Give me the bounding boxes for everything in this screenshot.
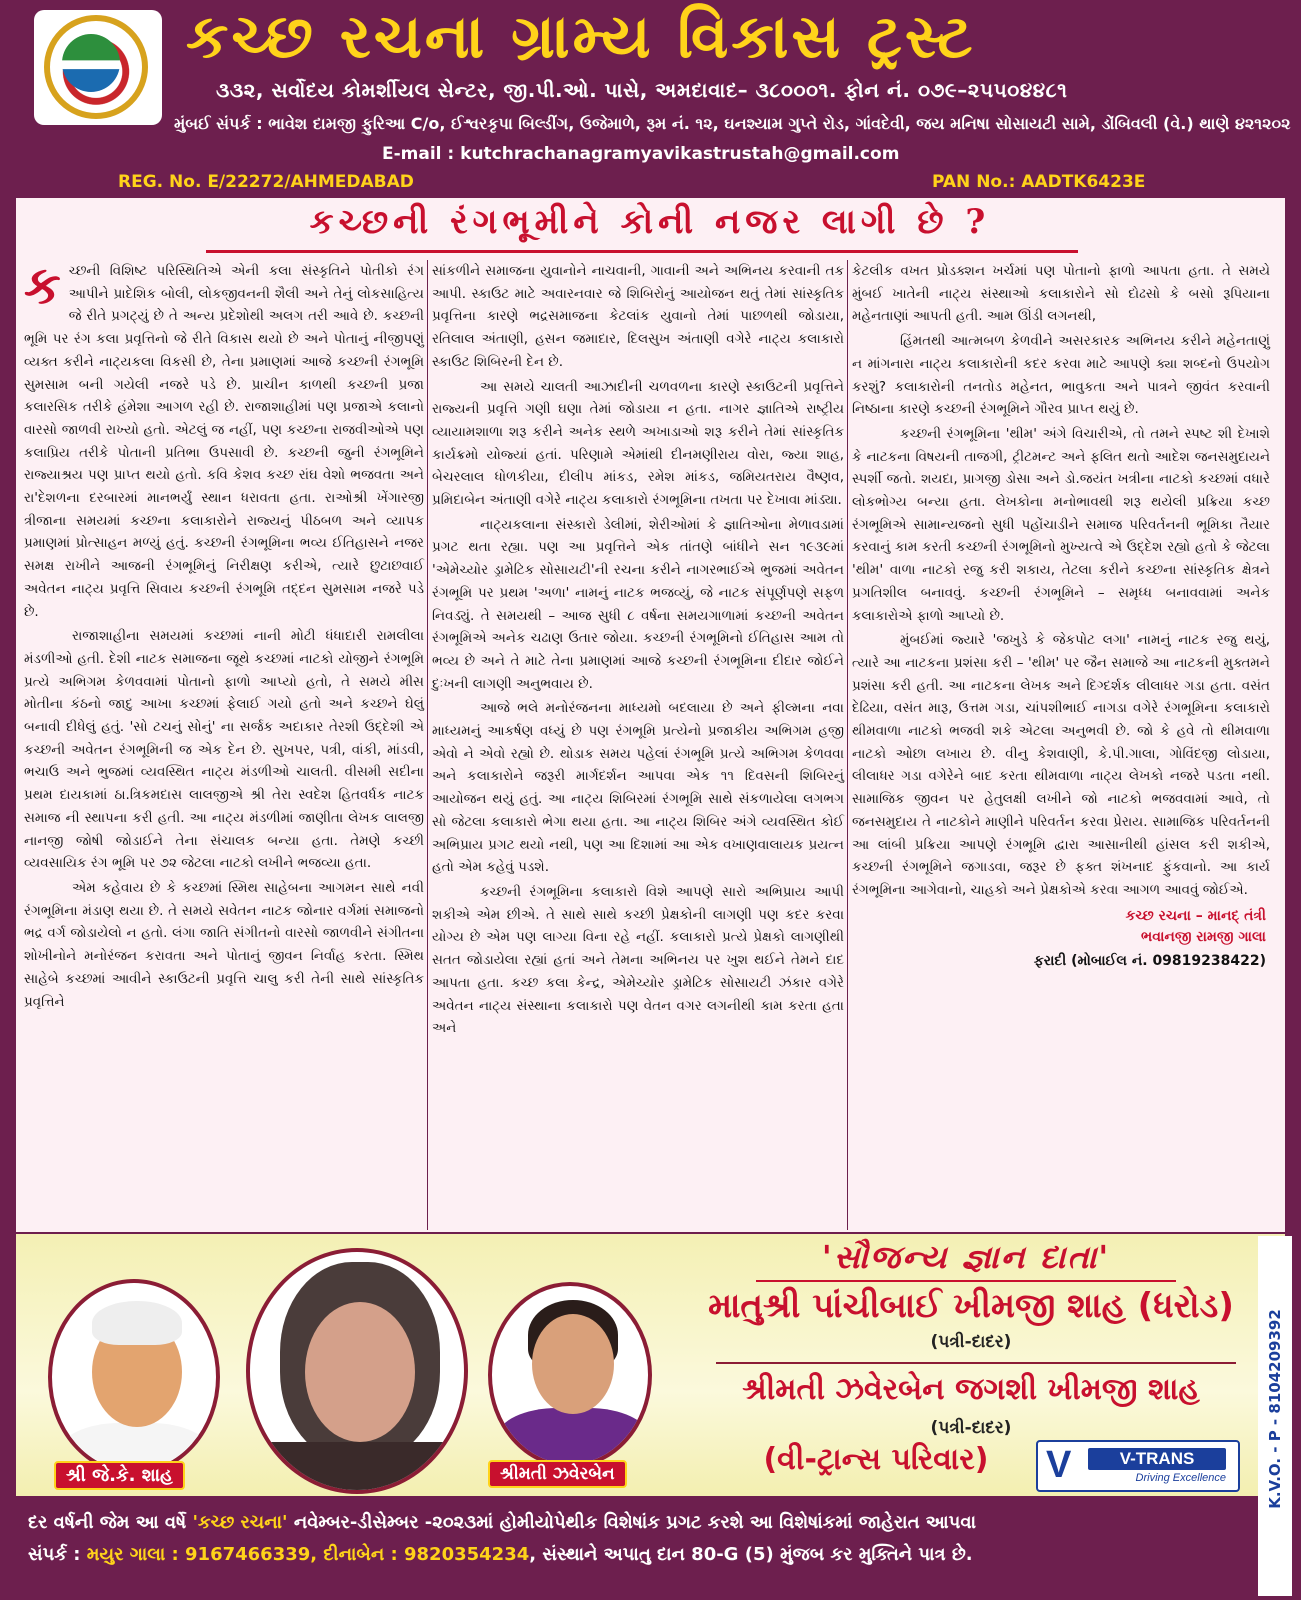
vtrans-brand-name: V-TRANS bbox=[1088, 1448, 1226, 1470]
footer-text: , સંસ્થાને અપાતુ દાન 80-G (5) મુંજબ કર મુક્તિને પાત્ર છે. bbox=[529, 1544, 973, 1565]
logo-emblem-icon bbox=[62, 34, 120, 92]
tribute-banner bbox=[16, 1234, 1285, 1496]
article-column-3 bbox=[852, 260, 1270, 972]
courtesy-underline bbox=[756, 1280, 1176, 1282]
footer-announcement bbox=[28, 1512, 1228, 1533]
trust-name: કચ્છ રચના ગ્રામ્ય વિકાસ ટ્રસ્ટ bbox=[186, 2, 976, 72]
side-code: K.V.O. - P - 8104209392 bbox=[1266, 1309, 1284, 1509]
editor-title: કચ્છ રચના – માનદ્ તંત્રી bbox=[1125, 907, 1266, 924]
article bbox=[16, 198, 1285, 1232]
courtesy-title: 'સૌજન્ય જ્ઞાન દાતા' bbox=[821, 1238, 1111, 1276]
trust-address: ૩૩૨, સર્વોદય કોમર્શીયલ સેન્ટર, જી.પી.ઓ. પાસે, અમદાવાદ– ૩૮૦૦૦૧. ફોન નં. ૦૭૯–૨૫૫૦૪૪૮૧ bbox=[216, 78, 1068, 102]
paragraph: કેટલીક વખત પ્રોડક્શન ખર્ચમાં પણ પોતાનો ફાળો આપતા હતા. તે સમયે મુંબઈ ખાતેની નાટ્ય સંસ્થાઓ કલાકારોને સો દોઢસો કે બસો રૂપિયાના મહેનતાણાં આપતી હતી. આમ ઊંડી લગનથી, bbox=[852, 263, 1270, 325]
portrait-body bbox=[250, 1442, 468, 1494]
dropcap: ક bbox=[24, 255, 61, 316]
trust-logo bbox=[34, 10, 162, 125]
footer-highlight: 'કચ્છ રચના' bbox=[192, 1512, 288, 1533]
mumbai-contact: મુંબઈ સંપર્ક : ભાવેશ દામજી ફુરિઆ C/o, ઈશ્વરકૃપા બિલ્ડીંગ, ઉજેમાળે, રૂમ નં. ૧૨, ઘનશ્યામ ગુપ્તે રોડ, ગાંવદેવી, જય મનિષા સોસાયટી સામે, ડોંબિવલી (વે.) થાણે ૪૨૧૨૦૨ bbox=[174, 114, 1291, 133]
footer-text: દર વર્ષની જેમ આ વર્ષે bbox=[28, 1512, 193, 1533]
footer-contact bbox=[28, 1544, 1228, 1565]
donor-family: (વી-ટ્રાન્સ પરિવાર) bbox=[763, 1442, 989, 1477]
paragraph: રાજાશાહીના સમયમાં કચ્છમાં નાની મોટી ધંધાદારી રામલીલા મંડળીઓ હતી. દેશી નાટક સમાજના જૂથે કચ્છમાં નાટકો યોજીને રંગભૂમિ પ્રત્યે અભિગમ કેળવવામાં પોતાનો ફાળો આપ્યો હતો, તે સમયે મીસ મોતીના કંઠનો જાદુ આખા કચ્છમાં ફેલાઈ ગયો હતો અને કચ્છને ઘેલું બનાવી દીધેલું હતું. 'સો ટચનું સોનું' ના સર્જક અદાકાર તેરશી ઉદ્દેશી એ કચ્છની અવેતન રંગભૂમિની જ એક દેન છે. સુખપર, પત્રી, વાંકી, માંડવી, ભચાઉ અને ભુજમાં વ્યવસ્થિત નાટ્ય મંડળીઓ ચાલતી. વીસમી સદીના પ્રથમ દાયકામાં ઠા.ત્રિકમદાસ લાલજીએ શ્રી તેરા સ્વદેશ હિતવર્ધક નાટક સમાજ ની સ્થાપના કરી હતી. આ નાટ્ય મંડળીમાં જાણીતા લેખક લાલજી નાનજી જોષી જોડાઈને તેના સંચાલક બન્યા હતા. તેમણે કચ્છી વ્યવસાયિક રંગ ભૂમિ પર ૭૨ જેટલા નાટકો લખીને ભજવ્યા હતા. bbox=[24, 628, 424, 872]
portrait-photo-panchibai bbox=[246, 1248, 468, 1494]
editor-signature bbox=[852, 906, 1266, 948]
article-column-1 bbox=[24, 255, 424, 1015]
paragraph-text: ચ્છની વિશિષ્ટ પરિસ્થિતિએ એની કલા સંસ્કૃતિને પોતીકો રંગ આપીને પ્રાદેશિક બોલી, લોકજીવનની શૈલી અને તેનું લોકસાહિત્ય જે રીતે પ્રગટ્યું છે તે અન્ય પ્રદેશોથી અલગ તરી આવે છે. કચ્છની ભૂમિ પર રંગ કલા પ્રવૃત્તિનો જે રીતે વિકાસ થયો છે અને પોતાનું નીજીપણું વ્યક્ત કરીને નાટ્યકલા વિકસી છે, તેના પ્રમાણમાં આજે કચ્છની રંગભૂમિ સુમસામ બની ગયેલી નજરે પડે છે. પ્રાચીન કાળથી કચ્છની પ્રજા કલારસિક તરીકે હંમેશા આગળ રહી છે. રાજાશાહીમાં પણ પ્રજાએ કલાનો વારસો જાળવી રાખ્યો હતો. એટલું જ નહીં, પણ કચ્છના રાજવીઓએ પણ કલાપ્રિય તરીકે પોતાની પ્રતિભા ઉપસાવી છે. કચ્છની જુની રંગભૂમિને રાજ્યાશ્રય પણ પ્રાપ્ત થયો હતો. કવિ કેશવ કચ્છ રાંઘ વેશો ભજવતા અને રા'દેશળના દરબારમાં માનભર્યું સ્થાન ધરાવતા હતા. રાઓશ્રી ખેંગારજી ત્રીજાના સમયમાં કચ્છના કલાકારોને રાજ્યનું પીઠબળ અને વ્યાપક પ્રમાણમાં પ્રોત્સાહન મળ્યું હતું. કચ્છની રંગભૂમિના ભવ્ય ઈતિહાસને નજર સમક્ષ રાખીને આજની રંગભૂમિનું નિરીક્ષણ કરીએ, ત્યારે છુટાછવાઈ અવેતન નાટ્ય પ્રવૃત્તિ સિવાય કચ્છની રંગભૂમિ તદ્દન સુમસામ નજરે પડે છે. bbox=[24, 263, 424, 620]
vtrans-logo bbox=[1036, 1440, 1240, 1492]
footer-text: નવેમ્બર-ડીસેમ્બર -૨૦૨૩માં હોમીયોપેથીક વિશેષાંક પ્રગટ કરશે આ વિશેષાંકમાં જાહેરાત આપવા bbox=[287, 1512, 976, 1533]
article-column-2 bbox=[432, 260, 844, 1042]
column-divider bbox=[427, 260, 428, 1230]
pan-number: PAN No.: AADTK6423E bbox=[932, 172, 1146, 192]
registration-number: REG. No. E/22272/AHMEDABAD bbox=[118, 172, 414, 192]
paragraph: કચ્છની રંગભૂમિના કલાકારો વિશે આપણે સારો અભિપ્રાય આપી શકીએ એમ છીએ. તે સાથે સાથે કચ્છી પ્રેક્ષકોની લાગણી પણ કદર કરવા યોગ્ય છે એમ પણ લાગ્યા વિના રહે નહીં. કલાકારો પ્રત્યે પ્રેક્ષકો લાગણીથી સતત જોડાયેલા રહ્યાં હતાં અને તેમના અભિનય પર ખુશ થઈને તેમને દાદ આપતા હતા. કચ્છ કલા કેન્દ્ર, એમેચ્યોર ડ્રામેટિક સોસાયટી ઝંકાર વગેરે અવેતન નાટ્ય સંસ્થાના કલાકારો પણ વેતન વગર લગનીથી કામ કરતા હતા અને bbox=[432, 883, 844, 1037]
donor-name-1: માતુશ્રી પાંચીબાઈ ખીમજી શાહ (ધરોડ) bbox=[708, 1286, 1234, 1326]
vtrans-tagline: Driving Excellence bbox=[1135, 1472, 1226, 1484]
portrait-photo-jk-shah bbox=[48, 1279, 220, 1475]
paragraph: મુંબઈમાં જ્યારે 'જખુડે કે જેકપોટ લગા' નામનું નાટક રજુ થયું, ત્યારે આ નાટકના પ્રશંસા કરી – 'થીમ' પર જૈન સમાજે આ નાટકની મુક્તમને પ્રશંસા કરી હતી. આ નાટકના લેખક અને દિગ્દર્શક લીલાધર ગડા હતા. વસંત દેઢિયા, વસંત મારૂ, ઉત્તમ ગડા, ચાંપશીભાઈ નાગડા વગેરે રંગભૂમિના કલાકારો થીમવાળા નાટકો ભજવી શકે એટલા અનુભવી છે. જો કે હવે તો થીમવાળા નાટકો ઓછા લખાય છે. વીનુ કેશવાણી, કે.પી.ગાલા, ગોવિંદજી લોડાયા, લીલાધર ગડા વગેરેને બાદ કરતા થીમવાળા નાટ્ય લેખકો નજરે પડતા નથી. સામાજિક જીવન પર હેતુલક્ષી લખીને જો નાટકો ભજવવામાં આવે, તો જનસમુદાય તે નાટકોને માણીને પરિવર્તન કરવા પ્રેરાય. સામાજિક પરિવર્તનની આ લાંબી પ્રક્રિયા આપણે રંગભૂમિ દ્વારા આસાનીથી હાંસલ કરી શકીએ, કચ્છની રંગભૂમિને જગાડવા, જરૂર છે ફક્ત શંખનાદ ફુંકવાનો. આ કાર્ય રંગભૂમિના આગેવાનો, ચાહકો અને પ્રેક્ષકોએ કરવા આગળ આવવું જોઈએ. bbox=[852, 632, 1270, 898]
footer-text: સંપર્ક : bbox=[28, 1544, 87, 1565]
paragraph: એમ કહેવાય છે કે કચ્છમાં સ્મિથ સાહેબના આગમન સાથે નવી રંગભૂમિના મંડાણ થયા છે. તે સમયે સવેતન નાટક જોનાર વર્ગમાં સમાજનો ભદ્ર વર્ગ જોડાયેલો ન હતો. લંગા જાતિ સંગીતનો વારસો જાળવીને સંગીતના શોખીનોને મનોરંજન કરાવતા અને પોતાનું જીવન નિર્વાહ કરતા. સ્મિથ સાહેબે કચ્છમાં આવીને સ્કાઉટની પ્રવૃત્તિ ચાલુ કરી તેની સાથે સાંસ્કૃતિક પ્રવૃત્તિને bbox=[24, 879, 424, 1010]
portrait-face bbox=[305, 1302, 415, 1442]
paragraph: કચ્છની રંગભૂમિના 'થીમ' અંગે વિચારીએ, તો તમને સ્પષ્ટ શી દેખાશે કે નાટકના વિષયની તાજગી, ટ્રીટમન્ટ અને ફલિત થતો આદેશ જનસમુદાયને સ્પર્શી જતો. શયદા, પ્રાગજી ડોસા અને ડો.જયંત ખત્રીના નાટકો કચ્છમાં વધારે લોકભોગ્ય બન્યા હતા. લેખકોના મનોભાવથી શરૂ થયેલી પ્રક્રિયા કચ્છ રંગભૂમિએ સામાન્યજનો સુધી પહોંચાડીને સમાજ પરિવર્તનની ભૂમિકા તૈયાર કરવાનું કામ કરતી કચ્છની રંગભૂમિનો મુખ્યત્વે એ ઉદ્દેશ રહ્યો હતો કે જેટલા 'થીમ' વાળા નાટકો રજુ કરી શકાય, તેટલા કરીને કચ્છના સાંસ્કૃતિક ક્ષેત્રને પ્રગતિશીલ બનાવવું. કચ્છની રંગભૂમિને – સમૃધ્ધ બનાવવામાં અનેક કલાકારોએ ફાળો આપ્યો છે. bbox=[852, 425, 1270, 624]
paragraph: હિંમતથી આત્મબળ કેળવીને અસરકારક અભિનય કરીને મહેનતાણું ન માંગનારા નાટ્ય કલાકારોની કદર કરવા માટે આપણે ક્યા શબ્દનો ઉપયોગ કરશું? કલાકારોની તનતોડ મહેનત, ભાવુકતા અને પાત્રને જીવંત કરવાની નિષ્ઠાના કારણે કચ્છની રંગભૂમિને ગૌરવ પ્રાપ્ત થયું છે. bbox=[852, 333, 1270, 418]
portrait-body bbox=[498, 1408, 648, 1468]
paragraph: આ સમયે ચાલતી આઝાદીની ચળવળના કારણે સ્કાઉટની પ્રવૃત્તિને રાજ્યની પ્રવૃત્તિ ગણી ઘણા તેમાં જોડાયા ન હતા. નાગર જ્ઞાતિએ રાષ્ટ્રીય વ્યાયામશાળા શરૂ કરીને અનેક સ્થળે અખાડાઓ શરૂ કરીને તેમાં સાંસ્કૃતિક કાર્યક્રમો યોજ્યાં હતાં. પરિણામે એમાંથી દીનમણીરાય વોરા, જ્યા શાહ, બેચરલાલ ધોળકીયા, દીલીપ માંકડ, રમેશ માંકડ, જમિયતરાય વૈષ્ણવ, પ્રમિદાબેન અંતાણી વગેરે નાટ્ય કલાકારો રંગભૂમિના તખતા પર દેખાવા માંડ્યા. bbox=[432, 378, 844, 509]
portrait-face bbox=[532, 1314, 614, 1414]
paragraph: આજે ભલે મનોરંજનના માધ્યમો બદલાયા છે અને ફીલ્મના નવા માધ્યમનું આકર્ષણ વધ્યું છે પણ રંગભૂમિ પ્રત્યેનો પ્રજાકીય અભિગમ હજી એવો ને એવો રહ્યો છે. થોડાક સમય પહેલાં રંગભૂમિ પ્રત્યે અભિગમ કેળવવા અને કલાકારોને જરૂરી માર્ગદર્શન આપવા એક ૧૧ દિવસની શિબિરનું આયોજન થયું હતું. આ નાટ્ય શિબિરમાં રંગભૂમિ સાથે સંકળાયેલા લગભગ સો જેટલા કલાકારો ભેગા થયા હતા. આ નાટ્ય શિબિર અંગે વ્યવસ્થિત કોઈ અભિપ્રાય પ્રગટ થયો નથી, પણ આ દિશામાં આ એક વખાણવાલાયક પ્રયત્ન હતો એમ કહેવું પડશે. bbox=[432, 700, 844, 876]
column-divider bbox=[847, 260, 848, 1230]
article-headline: કચ્છની રંગભૂમીને કોની નજર લાગી છે ? bbox=[309, 202, 991, 242]
donor-place-1: (પત્રી-દાદર) bbox=[930, 1332, 1012, 1352]
headline-underline bbox=[206, 250, 1078, 253]
portrait-photo-zaverben bbox=[488, 1282, 652, 1468]
paragraph bbox=[24, 255, 424, 623]
editor-name: ભવાનજી રામજી ગાલા bbox=[1141, 928, 1266, 945]
vtrans-v-icon: V bbox=[1046, 1444, 1072, 1486]
paragraph: નાટ્યકલાના સંસ્કારો ડેલીમાં, શેરીઓમાં કે જ્ઞાતિઓના મેળાવડામાં પ્રગટ થતા રહ્યા. પણ આ પ્રવૃત્તિને એક તાંતણે બાંધીને સન ૧૯૩૯માં 'એમેચ્યોર ડ્રામેટિક સોસાયટી'ની રચના કરીને નાગરભાઈએ ભુજમાં અવેતન રંગભૂમિ પર પ્રથમ 'અળા' નામનું નાટક ભજવ્યું, જે નાટક સંપૂર્ણપણે સફળ નિવડ્યું. તે સમયથી – આજ સુધી ૮ વર્ષના સમયગાળામાં કચ્છની અવેતન રંગભૂમિએ અનેક ચઢાણ ઉતાર જોયા. કચ્છની રંગભૂમિનો ઈતિહાસ આમ તો ભવ્ય છે અને તે માટે તેના પ્રમાણમાં આજે કચ્છની રંગભૂમિના દીદાર જોઈને દુઃખની લાગણી અનુભવાય છે. bbox=[432, 516, 844, 692]
portrait-hair bbox=[92, 1301, 182, 1345]
donor-name-2: શ્રીમતી ઝવેરબેન જગશી ખીમજી શાહ bbox=[742, 1372, 1200, 1407]
editor-contact: ફરાદી (મોબાઈલ નં. 09819238422) bbox=[1033, 952, 1266, 969]
photo-caption: શ્રીમતી ઝવેરબેન bbox=[488, 1460, 627, 1488]
paragraph: સાંકળીને સમાજના યુવાનોને નાચવાની, ગાવાની અને અભિનય કરવાની તક આપી. સ્કાઉટ માટે અવારનવાર જે શિબિરોનું આયોજન થતું તેમાં સાંસ્કૃતિક પ્રવૃત્તિના કારણે ભદ્રસમાજના કેટલાંક યુવાનો તેમાં પાછળથી જોડાયા, રતિલાલ અંતાણી, હસન જમાદાર, દિલસુખ અંતાણી વગેરે નાટ્ય કલાકારો સ્કાઉટ શિબિરની દેન છે. bbox=[432, 263, 844, 370]
donor-place-2: (પત્રી-દાદર) bbox=[930, 1418, 1012, 1438]
donor-separator bbox=[716, 1362, 1236, 1364]
header bbox=[6, 2, 1295, 196]
trust-email: E-mail : kutchrachanagramyavikastrustah@gmail.com bbox=[382, 144, 900, 164]
footer bbox=[16, 1498, 1285, 1594]
side-code-strip bbox=[1258, 1236, 1292, 1596]
photo-caption: શ્રી જે.કે. શાહ bbox=[54, 1461, 185, 1490]
footer-highlight: મયુર ગાલા : 9167466339, દીનાબેન : 9820354234 bbox=[86, 1544, 530, 1565]
